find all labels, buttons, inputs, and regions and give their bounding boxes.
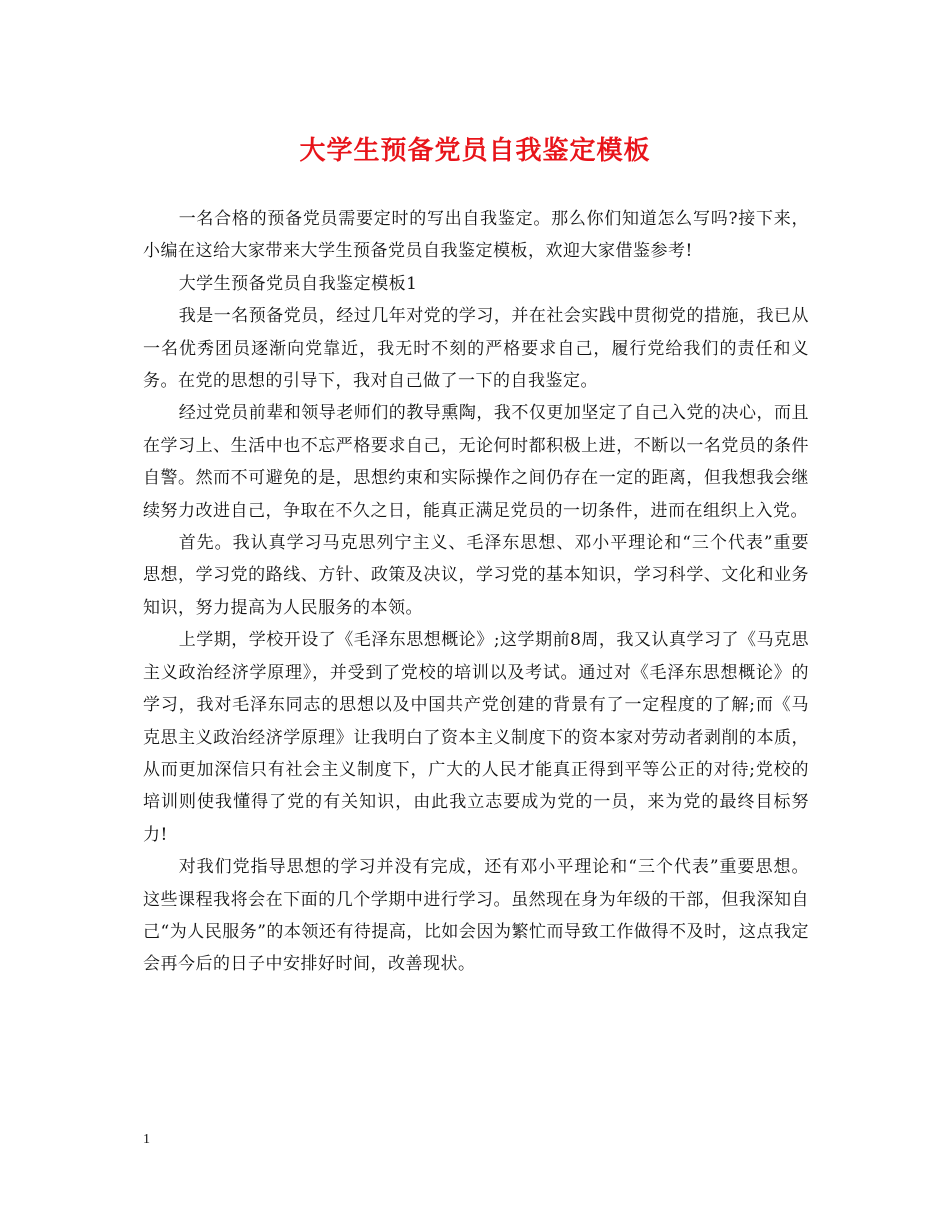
document-body xyxy=(143,203,809,981)
paragraph: 上学期，学校开设了《毛泽东思想概论》;这学期前8周，我又认真学习了《马克思主义政治经济学原理》，并受到了党校的培训以及考试。通过对《毛泽东思想概论》的学习，我对毛泽东同志的思想以及中国共产党创建的背景有了一定程度的了解;而《马克思主义政治经济学原理》让我明白了资本主义制度下的资本家对劳动者剥削的本质，从而更加深信只有社会主义制度下，广大的人民才能真正得到平等公正的对待;党校的培训则使我懂得了党的有关知识，由此我立志要成为党的一员，来为党的最终目标努力! xyxy=(143,630,809,845)
paragraph: 对我们党指导思想的学习并没有完成，还有邓小平理论和“三个代表”重要思想。这些课程我将会在下面的几个学期中进行学习。虽然现在身为年级的干部，但我深知自己“为人民服务”的本领还有待提高，比如会因为繁忙而导致工作做得不及时，这点我定会再今后的日子中安排好时间，改善现状。 xyxy=(143,857,809,975)
section-heading: 大学生预备党员自我鉴定模板1 xyxy=(178,273,418,294)
paragraph: 我是一名预备党员，经过几年对党的学习，并在社会实践中贯彻党的措施，我已从一名优秀团员逐渐向党靠近，我无时不刻的严格要求自己，履行党给我们的责任和义务。在党的思想的引导下，我对自己做了一下的自我鉴定。 xyxy=(143,306,809,392)
page-number: 1 xyxy=(143,1132,150,1147)
document-title: 大学生预备党员自我鉴定模板 xyxy=(299,136,651,166)
paragraph: 经过党员前辈和领导老师们的教导熏陶，我不仅更加坚定了自己入党的决心，而且在学习上、生活中也不忘严格要求自己，无论何时都积极上进，不断以一名党员的条件自警。然而不可避免的是，思想约束和实际操作之间仍存在一定的距离，但我想我会继续努力改进自己，争取在不久之日，能真正满足党员的一切条件，进而在组织上入党。 xyxy=(143,403,809,521)
paragraph-intro: 一名合格的预备党员需要定时的写出自我鉴定。那么你们知道怎么写吗?接下来，小编在这给大家带来大学生预备党员自我鉴定模板，欢迎大家借鉴参考! xyxy=(143,209,809,262)
paragraph: 首先。我认真学习马克思列宁主义、毛泽东思想、邓小平理论和“三个代表”重要思想，学习党的路线、方针、政策及决议，学习党的基本知识，学习科学、文化和业务知识，努力提高为人民服务的本领。 xyxy=(143,533,809,618)
